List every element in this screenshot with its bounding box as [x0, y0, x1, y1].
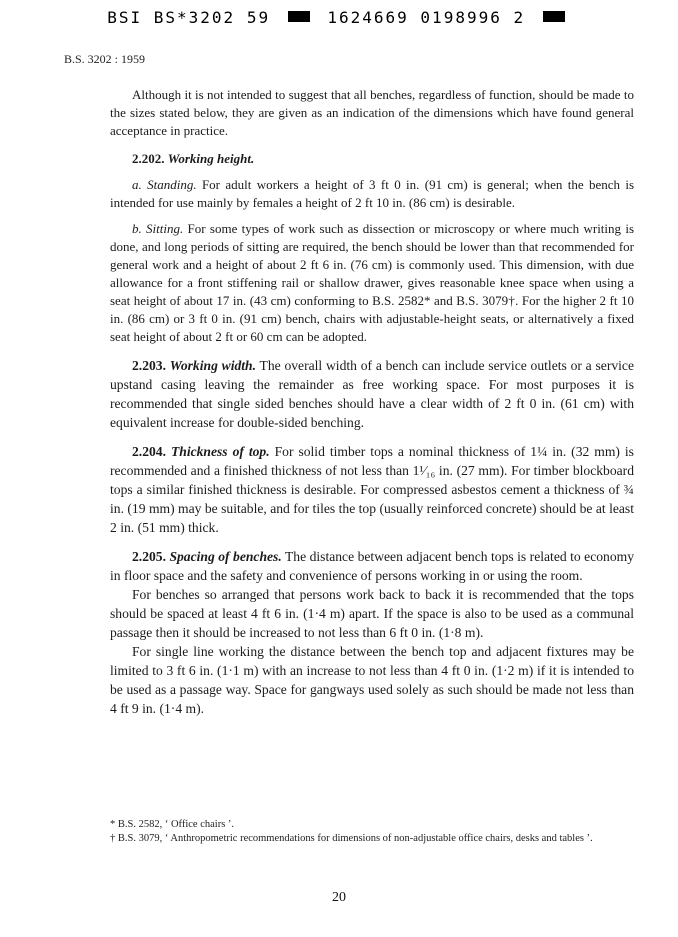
section-title: Spacing of benches.: [169, 549, 282, 564]
item-text: For some types of work such as dissection or microscopy or where much writing is done, and long periods of sitting are required, the bench should be lower than that recommended for general work and a height of about 2 ft 6 in. (76 cm) is commonly used. This dimension, with due allowance for a front stiffening rail or shallow drawer, gives reasonable knee space when using a seat height of about 17 in. (43 cm) conforming to B.S. 2582* and B.S. 3079†. For the higher 2 ft 10 in. (86 cm) or 3 ft 0 in. (91 cm) bench, chairs with adjustable-height seats, or alternatively a fixed seat height of about 2 ft or 60 cm can be adopted.: [110, 221, 635, 344]
footnote: * B.S. 2582, ‘ Office chairs ’.: [110, 819, 235, 830]
section-number: 2.205.: [132, 549, 166, 564]
item-text: For adult workers a height of 3 ft 0 in. (91 cm) is general; when the bench is intended for use mainly by females a height of 2 ft 10 in. (86 cm) is desirable.: [110, 177, 635, 210]
paragraph-2205: [110, 547, 634, 585]
section-text: For solid timber tops a nominal thickness of 1¼ in. (32 mm) is recommended and a finished thickness of not less than 1¹⁄₁₆ in. (27 mm). For timber blockboard tops a similar finished thickness is desirable. For compressed asbestos cement a thickness of ¾ in. (19 mm) may be suitable, and for tiles the top (usually reinforced concrete) should be at least 2 in. (51 mm) thick.: [110, 444, 634, 535]
paragraph-back-to-back: For benches so arranged that persons work back to back it is recommended that the tops should be spaced at least 4 ft 6 in. (1·4 m) apart. If the space is also to be used as a communal passage then it should be increased to not less than 6 ft 0 in. (1·8 m).: [110, 587, 634, 640]
item-title: Sitting.: [146, 221, 184, 236]
header-bar-icon: [543, 11, 565, 22]
item-label: b.: [132, 221, 142, 236]
document-body: [110, 86, 634, 718]
footnote: † B.S. 3079, ‘ Anthropometric recommendations for dimensions of non-adjustable office chairs, desks and tables ’.: [110, 833, 593, 844]
paragraph-2204: [110, 442, 634, 537]
paragraph-standing: [110, 176, 634, 212]
section-text: The overall width of a bench can include service outlets or a service upstand casing leaving the remainder as free working space. For most purposes it is recommended that single sided benches should have a clear width of 2 ft 0 in. (61 cm) with equivalent increase for double-sided benching.: [110, 358, 634, 430]
standard-number: B.S. 3202 : 1959: [64, 52, 146, 66]
paragraph-2203: [110, 356, 634, 432]
section-title: Thickness of top.: [170, 444, 270, 459]
section-text: The distance between adjacent bench tops is related to economy in floor space and the safety and convenience of persons working in or using the room.: [110, 549, 634, 583]
page-number: 20: [332, 890, 346, 905]
section-number: 2.204.: [132, 444, 166, 459]
section-heading-2202: [110, 150, 634, 168]
section-number: 2.203.: [132, 358, 166, 373]
item-label: a.: [132, 177, 142, 192]
paragraph-single-line: For single line working the distance between the bench top and adjacent fixtures may be limited to 3 ft 6 in. (1·1 m) with an increase to not less than 4 ft 0 in. (1·2 m) if it is intended to be used as a passage way. Space for gangways used solely as such should be made not less than 4 ft 9 in. (1·4 m).: [110, 644, 634, 716]
section-title: Working height.: [167, 151, 255, 166]
header-bar-icon: [288, 11, 310, 22]
header-prefix: BSI BS*3202 59: [107, 8, 271, 27]
paragraph-sitting: [110, 220, 634, 346]
header-code: 1624669 0198996 2: [327, 8, 526, 27]
footnotes: [110, 818, 634, 846]
section-number: 2.202.: [132, 151, 165, 166]
section-title: Working width.: [169, 358, 257, 373]
intro-paragraph: Although it is not intended to suggest that all benches, regardless of function, should be made to the sizes stated below, they are given as an indication of the dimensions which have found general acceptance in practice.: [110, 87, 634, 138]
item-title: Standing.: [147, 177, 197, 192]
scan-header: [0, 8, 678, 27]
